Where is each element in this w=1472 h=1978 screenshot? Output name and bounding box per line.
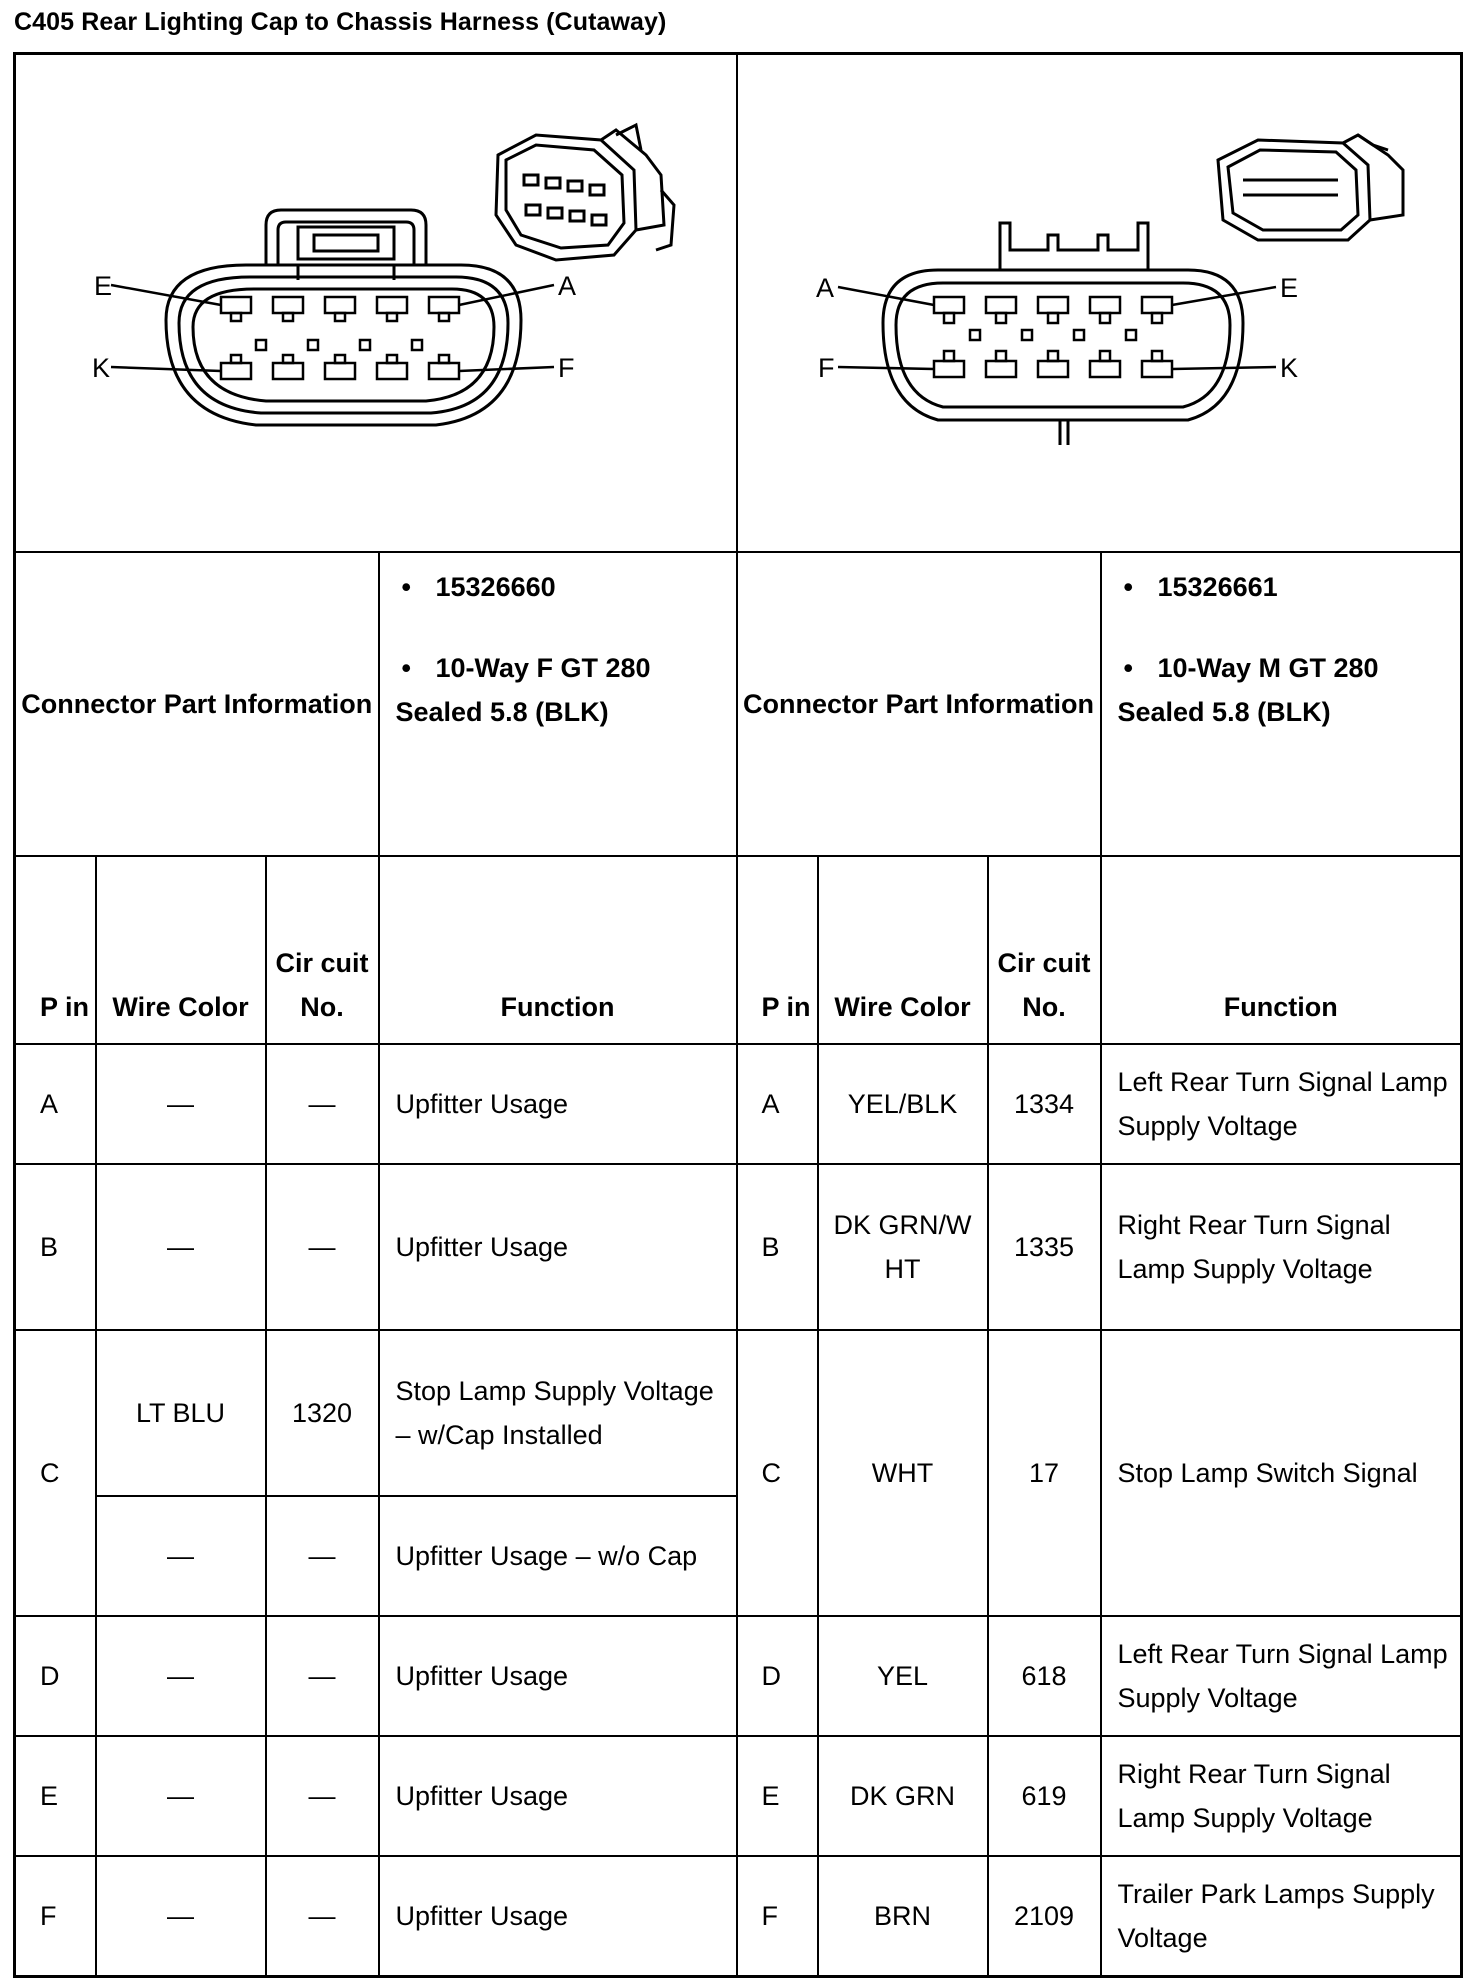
wire-color-cell: —: [96, 1044, 266, 1164]
wire-color-cell: —: [96, 1736, 266, 1856]
wire-color-cell: —: [96, 1164, 266, 1330]
table-row: [15, 1164, 1462, 1330]
wire-color-cell: DK GRN: [818, 1736, 988, 1856]
table-row: [15, 1736, 1462, 1856]
pin-cell: D: [737, 1616, 818, 1736]
circuit-cell: —: [266, 1164, 379, 1330]
pin-label-e: E: [94, 271, 113, 301]
female-cavity-grid: [221, 297, 459, 379]
connector-description: • 10-Way M GT 280 Sealed 5.8 (BLK): [1118, 646, 1461, 734]
pin-cell: A: [737, 1044, 818, 1164]
circuit-cell: 17: [988, 1330, 1101, 1616]
col-header-function: Function: [379, 856, 737, 1044]
function-cell: Left Rear Turn Signal Lamp Supply Voltage: [1101, 1616, 1462, 1736]
part-number: • 15326661: [1118, 565, 1461, 609]
wire-color-cell: —: [96, 1496, 266, 1616]
male-connector-face-diagram: [738, 55, 1463, 551]
male-connector-diagram-cell: [737, 54, 1462, 553]
function-cell: Right Rear Turn Signal Lamp Supply Voltage: [1101, 1164, 1462, 1330]
male-connector-perspective-icon: [1218, 135, 1403, 240]
circuit-cell: —: [266, 1616, 379, 1736]
connector-info-right: [1101, 552, 1462, 856]
male-cavity-grid: [934, 297, 1172, 377]
wire-color-cell: WHT: [818, 1330, 988, 1616]
pin-label-a: A: [558, 271, 577, 301]
circuit-cell: 1335: [988, 1164, 1101, 1330]
col-header-pin: P in: [15, 856, 96, 1044]
pin-cell: E: [737, 1736, 818, 1856]
col-header-pin: P in: [737, 856, 818, 1044]
pin-cell: C: [15, 1330, 96, 1616]
col-header-wire-color: Wire Color: [96, 856, 266, 1044]
function-cell: Upfitter Usage: [379, 1616, 737, 1736]
pin-cell: F: [737, 1856, 818, 1976]
connector-info-row: [15, 552, 1462, 856]
wire-color-cell: —: [96, 1856, 266, 1976]
part-number: • 15326660: [396, 565, 736, 609]
pin-cell: B: [737, 1164, 818, 1330]
pin-label-a: A: [815, 273, 834, 303]
circuit-cell: 618: [988, 1616, 1101, 1736]
table-row: [15, 1330, 1462, 1496]
connector-info-left: [379, 552, 737, 856]
pin-cell: D: [15, 1616, 96, 1736]
col-header-function: Function: [1101, 856, 1462, 1044]
pin-label-k: K: [1279, 353, 1298, 383]
circuit-cell: 619: [988, 1736, 1101, 1856]
col-header-circuit: Cir cuit No.: [266, 856, 379, 1044]
col-header-wire-color: Wire Color: [818, 856, 988, 1044]
wire-color-cell: YEL/BLK: [818, 1044, 988, 1164]
pin-label-e: E: [1279, 273, 1298, 303]
circuit-cell: —: [266, 1496, 379, 1616]
circuit-cell: —: [266, 1736, 379, 1856]
document-title: C405 Rear Lighting Cap to Chassis Harness (Cutaway): [14, 8, 667, 36]
function-cell: Left Rear Turn Signal Lamp Supply Voltage: [1101, 1044, 1462, 1164]
wire-color-cell: —: [96, 1616, 266, 1736]
function-cell: Upfitter Usage: [379, 1736, 737, 1856]
function-cell: Trailer Park Lamps Supply Voltage: [1101, 1856, 1462, 1976]
pin-label-k: K: [92, 353, 111, 383]
table-row: [15, 1616, 1462, 1736]
function-cell: Stop Lamp Switch Signal: [1101, 1330, 1462, 1616]
connector-info-label-left: Connector Part Information: [15, 552, 379, 856]
circuit-cell: 1334: [988, 1044, 1101, 1164]
female-connector-perspective-icon: [496, 125, 674, 260]
circuit-cell: 2109: [988, 1856, 1101, 1976]
pinout-table: [13, 52, 1463, 1978]
wire-color-cell: YEL: [818, 1616, 988, 1736]
function-cell: Stop Lamp Supply Voltage – w/Cap Installed: [379, 1330, 737, 1496]
connector-end-view-sheet: [13, 52, 1460, 1966]
function-cell: Right Rear Turn Signal Lamp Supply Voltage: [1101, 1736, 1462, 1856]
function-cell: Upfitter Usage: [379, 1044, 737, 1164]
col-header-circuit: Cir cuit No.: [988, 856, 1101, 1044]
female-connector-diagram-cell: [15, 54, 737, 553]
pin-cell: A: [15, 1044, 96, 1164]
circuit-cell: 1320: [266, 1330, 379, 1496]
circuit-cell: —: [266, 1856, 379, 1976]
table-row: [15, 1856, 1462, 1976]
pin-cell: F: [15, 1856, 96, 1976]
wire-color-cell: BRN: [818, 1856, 988, 1976]
female-connector-face: [166, 210, 521, 425]
pin-cell: E: [15, 1736, 96, 1856]
pin-cell: C: [737, 1330, 818, 1616]
function-cell: Upfitter Usage – w/o Cap: [379, 1496, 737, 1616]
female-connector-face-diagram: [16, 55, 738, 551]
function-cell: Upfitter Usage: [379, 1164, 737, 1330]
wire-color-cell: LT BLU: [96, 1330, 266, 1496]
wire-color-cell: DK GRN/W HT: [818, 1164, 988, 1330]
connector-description: • 10-Way F GT 280 Sealed 5.8 (BLK): [396, 646, 736, 734]
connector-info-label-right: Connector Part Information: [737, 552, 1101, 856]
circuit-cell: —: [266, 1044, 379, 1164]
male-connector-face: [883, 223, 1243, 445]
pin-cell: B: [15, 1164, 96, 1330]
table-row: [15, 1044, 1462, 1164]
column-header-row: [15, 856, 1462, 1044]
pin-label-f: F: [558, 353, 575, 383]
diagram-row: [15, 54, 1462, 553]
pin-label-f: F: [817, 353, 834, 383]
function-cell: Upfitter Usage: [379, 1856, 737, 1976]
